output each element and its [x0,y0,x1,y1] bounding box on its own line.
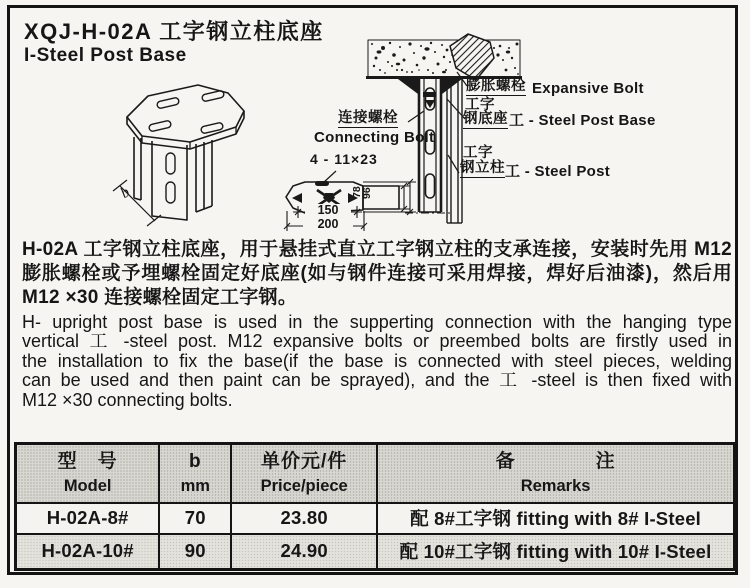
callout-connecting-bolt-en: Connecting Bolt [314,129,435,146]
row-0-model: H-02A-8# [16,503,160,534]
callout-post-base-zh2: 钢底座 [463,112,508,129]
callout-post-base-en: 工 - Steel Post Base [509,112,656,129]
row-0-b: 70 [159,503,231,534]
col-header-b-unit: mm [180,477,210,496]
row-1-model: H-02A-10# [16,534,160,570]
col-header-price-en: Price/piece [260,477,348,496]
col-header-model [16,444,160,503]
plan-dim-150: 150 [305,204,351,217]
row-1-b: 90 [159,534,231,570]
col-header-b-symbol: b [188,451,202,473]
col-header-model-en: Model [63,477,112,496]
description-zh-line: M12 ×30 连接螺栓固定工字钢。 [22,287,298,308]
row-1-price: 24.90 [231,534,377,570]
page-title-zh: XQJ-H-02A 工字钢立柱底座 [24,19,324,44]
plan-dim-96: 96 [361,187,373,199]
description-zh-line: H-02A 工字钢立柱底座，用于悬挂式直立工字钢立柱的支承连接，安装时先用 M12 [22,239,732,260]
price-table [14,442,736,571]
callout-post-base-zh1: 工字 [465,97,495,113]
callout-connecting-bolt-zh: 连接螺栓 [338,111,398,128]
table-row [16,503,735,534]
col-header-b [159,444,231,503]
description-en [22,313,732,410]
callout-post-zh2: 钢立柱 [460,161,505,178]
callout-post-en: 工 - Steel Post [505,163,611,180]
description-zh-line: 膨胀螺栓或予埋螺栓固定好底座(如与钢件连接可采用焊接，焊好后油漆)，然后用 [22,263,732,284]
col-header-price [231,444,377,503]
technical-drawings [0,0,750,240]
col-header-remarks-en: Remarks [520,477,591,496]
col-header-remarks-zh: 备 注 [495,451,616,473]
plan-dim-200: 200 [303,218,353,231]
row-0-remarks: 配 8#工字钢 fitting with 8# I-Steel [377,503,734,534]
plan-slot-note: 4 - 11×23 [310,151,378,167]
i-steel-post-shape [447,78,462,223]
description-en-line: vertical 工 -steel post. M12 expansive bolts or preembed bolts are firstly used in [22,331,732,352]
col-header-price-zh: 单价元/件 [261,451,348,473]
col-header-model-zh: 型 号 [57,451,118,473]
iso-view [113,85,244,226]
iso-dim-b-label: b [117,184,133,202]
description-en-line: M12 ×30 connecting bolts. [22,389,233,410]
row-1-remarks: 配 10#工字钢 fitting with 10# I-Steel [377,534,734,570]
callout-expansive-bolt-zh: 膨胀螺栓 [466,79,526,96]
plan-dim-78: 78 [351,186,363,198]
table-header-row [16,444,735,503]
description-zh [22,238,732,310]
row-0-price: 23.80 [231,503,377,534]
description-en-line: can be used and then paint can be sprayed), and the 工 -steel is then fixed with [22,370,732,391]
description-en-line: the installation to fix the base(if the base is connected with steel pieces, welding [22,350,732,371]
description-en-line: H- upright post base is used in the supperting connection with the hanging type [22,312,732,332]
callout-expansive-bolt-en: Expansive Bolt [532,80,644,97]
table-row [16,534,735,570]
callout-post-zh1: 工字 [463,145,493,161]
page-title-en: I-Steel Post Base [24,45,187,66]
col-header-remarks [377,444,734,503]
